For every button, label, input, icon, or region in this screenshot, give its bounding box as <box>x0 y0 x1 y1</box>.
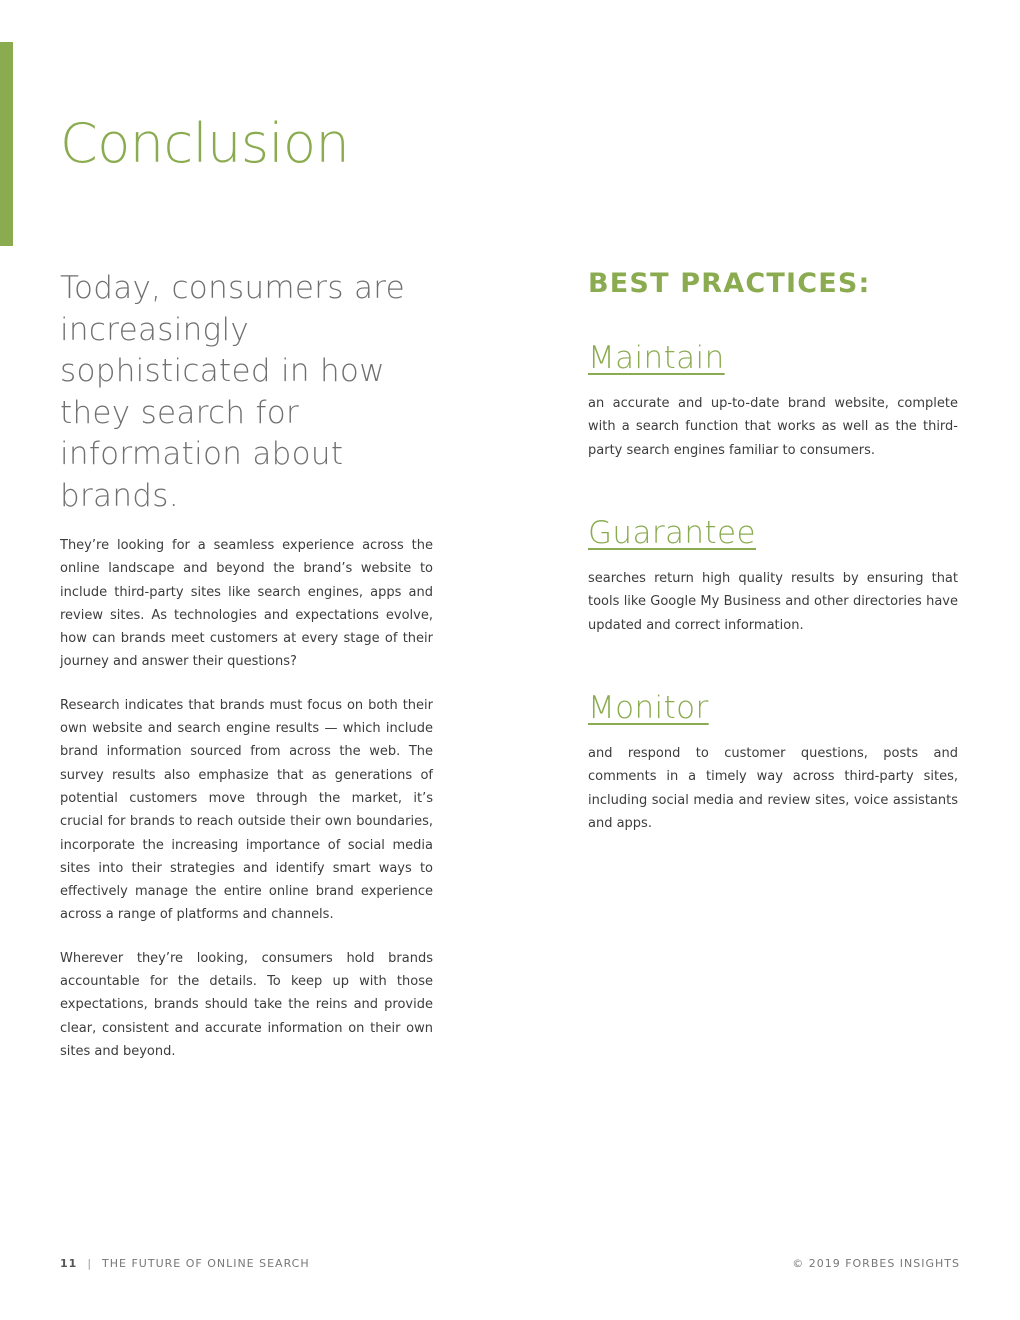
body-column <box>60 534 433 1083</box>
practice-maintain <box>588 338 958 462</box>
publication-title: THE FUTURE OF ONLINE SEARCH <box>102 1257 310 1270</box>
accent-bar <box>0 42 13 246</box>
practice-title-link[interactable]: Guarantee <box>588 515 756 551</box>
footer-left <box>60 1257 310 1270</box>
page-number: 11 <box>60 1257 78 1270</box>
footer-separator: | <box>87 1257 93 1270</box>
page-title: Conclusion <box>60 112 350 175</box>
practice-monitor <box>588 688 958 835</box>
body-paragraph: They’re looking for a seamless experience across the online landscape and beyond the brand’s website to include third-party sites like search engines, apps and review sites. As technologies and expectations evolve, how can brands meet customers at every stage of their journey and answer their questions? <box>60 538 433 670</box>
body-paragraph: Wherever they’re looking, consumers hold brands accountable for the details. To keep up with those expectations, brands should take the reins and provide clear, consistent and accurate information on their own sites and beyond. <box>60 950 433 1059</box>
copyright: © 2019 FORBES INSIGHTS <box>792 1257 960 1270</box>
practice-title-link[interactable]: Monitor <box>588 690 709 726</box>
practice-description: an accurate and up-to-date brand website, complete with a search function that works as well as the third-party search engines familiar to consumers. <box>588 396 958 458</box>
best-practices-heading: BEST PRACTICES: <box>588 268 871 299</box>
lead-statement: Today, consumers are increasingly sophisticated in how they search for information about brands. <box>60 270 405 514</box>
practice-guarantee <box>588 513 958 637</box>
practice-description: searches return high quality results by ensuring that tools like Google My Business and other directories have updated and correct information. <box>588 571 958 633</box>
practice-title-link[interactable]: Maintain <box>588 340 725 376</box>
practice-description: and respond to customer questions, posts and comments in a timely way across third-party sites, including social media and review sites, voice assistants and apps. <box>588 746 958 831</box>
body-paragraph: Research indicates that brands must focus on both their own website and search engine results — which include brand information sourced from across the web. The survey results also emphasize that as generations of potential customers move through the market, it’s crucial for brands to reach outside their own boundaries, incorporate the increasing importance of social media sites into their strategies and identify smart ways to effectively manage the entire online brand experience across a range of platforms and channels. <box>60 697 433 923</box>
